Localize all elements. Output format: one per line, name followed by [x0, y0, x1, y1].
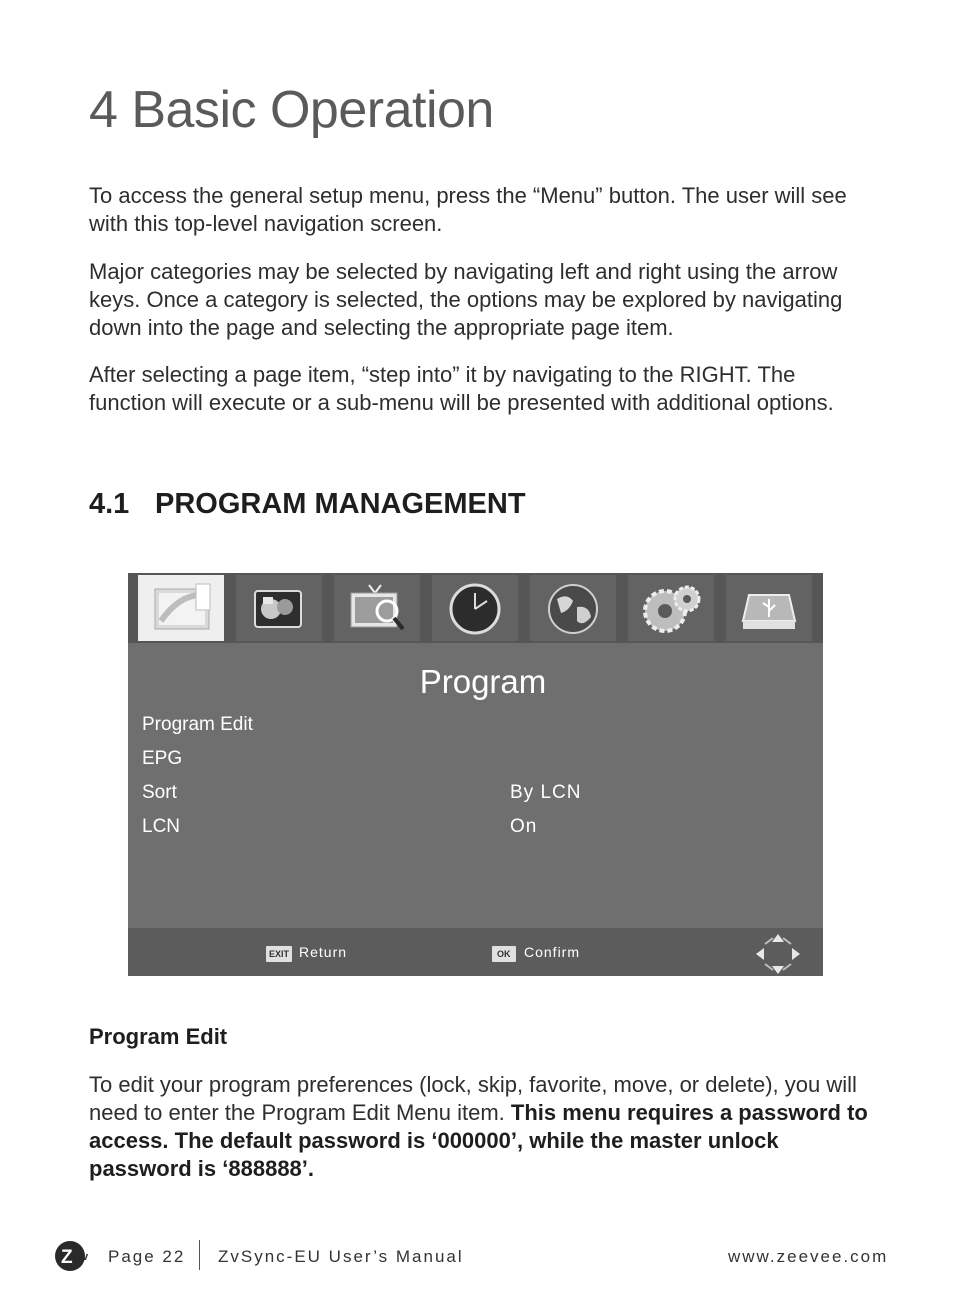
menu-item-epg[interactable]: EPG [142, 748, 183, 769]
tab-program[interactable] [138, 575, 224, 641]
svg-text:v: v [82, 1251, 89, 1263]
password-note: This menu requires a password to access. The default password is ‘000000’, while the master unlock password is ‘888888’. [89, 1100, 868, 1181]
chapter-title: 4 Basic Operation [89, 81, 494, 139]
section-title: PROGRAM MANAGEMENT [155, 488, 526, 520]
page-number: Page 22 [108, 1247, 186, 1266]
tab-channel-search[interactable] [334, 575, 420, 641]
program-edit-paragraph [89, 1071, 869, 1183]
zeevee-logo-icon [54, 1238, 94, 1274]
tab-system[interactable] [628, 575, 714, 641]
website-url: www.zeevee.com [728, 1247, 889, 1266]
ok-key-badge: OK [492, 946, 516, 962]
svg-text:Z: Z [61, 1247, 73, 1268]
section-number: 4.1 [89, 488, 130, 520]
navigation-arrows-icon [753, 932, 803, 976]
manual-title: ZvSync-EU User’s Manual [218, 1247, 464, 1266]
menu-item-sort[interactable]: Sort [142, 782, 177, 803]
intro-paragraph-2: Major categories may be selected by navigating left and right using the arrow keys. Once a category is selected, the options may be explored by navigating down into the page and selecting the appropriate page item. [89, 259, 843, 340]
globe-icon [543, 581, 603, 635]
tv-menu-footer [128, 928, 823, 976]
tv-menu-title: Program [419, 663, 547, 700]
intro-paragraph-1: To access the general setup menu, press the “Menu” button. The user will see with this top-level navigation screen. [89, 183, 847, 236]
tv-icon-bar [128, 573, 823, 643]
menu-value-sort: By LCN [510, 782, 582, 803]
clock-icon [445, 581, 505, 635]
tv-menu-screenshot [128, 573, 823, 976]
intro-paragraph-3: After selecting a page item, “step into” it by navigating to the RIGHT. The function will execute or a sub-menu will be presented with additional options. [89, 362, 834, 415]
footer-divider [199, 1240, 200, 1270]
tab-language[interactable] [530, 575, 616, 641]
return-hint: Return [299, 944, 348, 960]
menu-value-lcn: On [510, 816, 538, 837]
menu-item-program-edit[interactable]: Program Edit [142, 714, 253, 735]
gears-icon [641, 581, 701, 635]
menu-item-lcn[interactable]: LCN [142, 816, 181, 837]
channel-search-icon [347, 581, 407, 635]
program-edit-text: To edit your program preferences (lock, skip, favorite, move, or delete), you will need to enter the Program Edit Menu item. [89, 1072, 857, 1125]
section-heading [89, 488, 526, 521]
tab-time[interactable] [432, 575, 518, 641]
confirm-hint: Confirm [524, 944, 581, 960]
tab-usb[interactable] [726, 575, 812, 641]
program-edit-heading: Program Edit [89, 1024, 228, 1049]
tab-picture[interactable] [236, 575, 322, 641]
picture-icon [249, 581, 309, 635]
program-icon [151, 581, 211, 635]
exit-key-badge: EXIT [266, 946, 292, 962]
usb-icon [739, 581, 799, 635]
